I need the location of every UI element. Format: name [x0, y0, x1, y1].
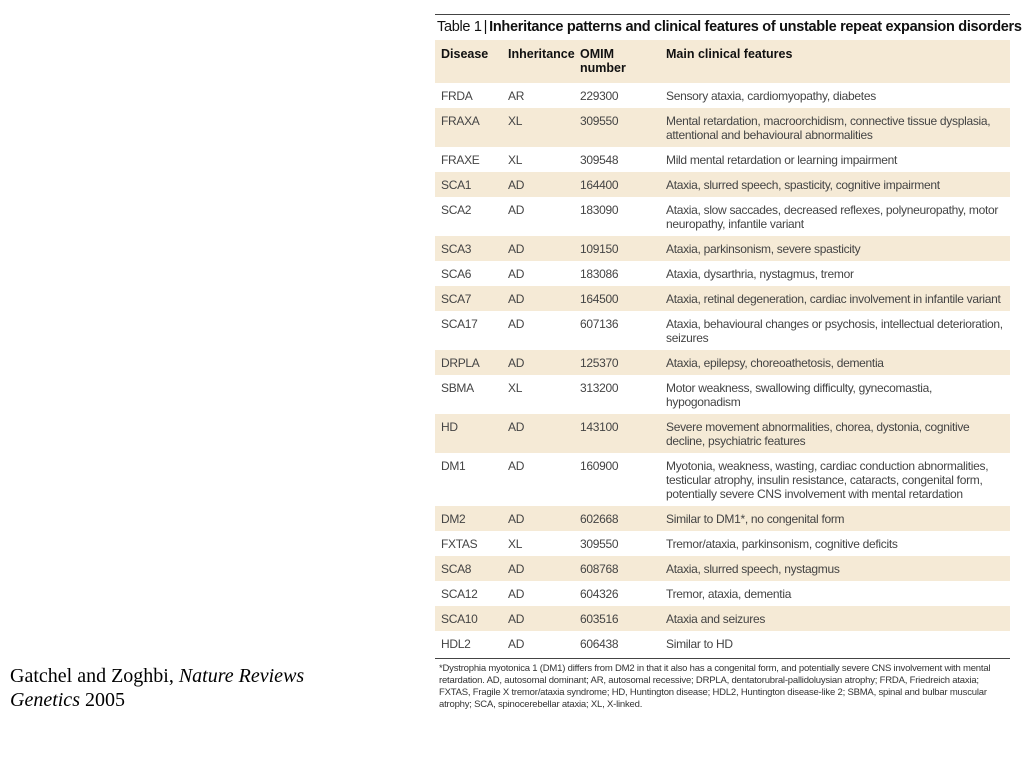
cell-clinical-features: Ataxia, slow saccades, decreased reflexes, polyneuropathy, motor neuropathy, infantile variant — [666, 203, 999, 231]
cell-clinical-features: Myotonia, weakness, wasting, cardiac conduction abnormalities, testicular atrophy, insulin resistance, cataracts, congenital form, potentially severe CNS involvement with mental retardation — [666, 459, 989, 501]
cell-omim-number: 109150 — [574, 236, 660, 261]
header-disease: Disease — [435, 40, 502, 83]
cell-omim-number: 164400 — [574, 172, 660, 197]
cell-inheritance: AD — [502, 350, 574, 375]
cell-clinical-features: Ataxia, slurred speech, spasticity, cognitive impairment — [660, 172, 1010, 197]
cell-omim-number: 164500 — [574, 286, 660, 311]
table-row — [435, 311, 1010, 350]
table-row — [435, 236, 1010, 261]
cell-disease: SCA6 — [441, 267, 472, 281]
table-row — [435, 606, 1010, 631]
cell-inheritance: AD — [502, 414, 574, 453]
cell-inheritance: AD — [508, 203, 525, 217]
table-footnote: *Dystrophia myotonica 1 (DM1) differs from DM2 in that it also has a congenital form, and potentially severe CNS involvement with mental retardation. AD, autosomal dominant; AR, autosomal recessive; DRPLA, dentatorubral-pallidoluysian atrophy; FRDA, Friedreich ataxia; FXTAS, Fragile X tremor/ataxia syndrome; HD, Huntington disease; HDL2, Huntington disease-like 2; SBMA, spinal and bulbar muscular atrophy; SCA, spinocerebellar ataxia; XL, X-linked. — [439, 663, 991, 710]
table-body — [435, 83, 1010, 656]
cell-omim-number: 183090 — [580, 203, 619, 217]
cell-disease: SBMA — [441, 381, 474, 395]
cell-omim-number: 603516 — [574, 606, 660, 631]
cell-inheritance: AD — [508, 587, 525, 601]
cell-disease: SCA3 — [435, 236, 502, 261]
table-row — [435, 556, 1010, 581]
cell-disease: SCA7 — [435, 286, 502, 311]
cell-omim-number: 608768 — [574, 556, 660, 581]
table-row — [435, 108, 1010, 147]
cell-clinical-features: Ataxia, retinal degeneration, cardiac involvement in infantile variant — [660, 286, 1010, 311]
title-separator: | — [483, 19, 488, 35]
cell-disease: DM2 — [435, 506, 502, 531]
cell-omim-number: 313200 — [580, 381, 619, 395]
cell-inheritance: AD — [502, 506, 574, 531]
table-row — [435, 350, 1010, 375]
cell-clinical-features: Ataxia, dysarthria, nystagmus, tremor — [666, 267, 854, 281]
header-clinical-features: Main clinical features — [660, 40, 1010, 83]
cell-clinical-features: Mild mental retardation or learning impairment — [666, 153, 897, 167]
table-label: Table 1 — [437, 19, 482, 35]
table-header-row — [435, 40, 1010, 83]
cell-clinical-features: Motor weakness, swallowing difficulty, gynecomastia, hypogonadism — [666, 381, 933, 409]
cell-disease: SCA2 — [441, 203, 472, 217]
cell-clinical-features: Ataxia, epilepsy, choreoathetosis, dementia — [660, 350, 1010, 375]
table-row — [435, 172, 1010, 197]
cell-clinical-features: Ataxia and seizures — [660, 606, 1010, 631]
citation-journal: Nature Reviews Genetics — [10, 665, 305, 711]
cell-inheritance: AD — [508, 317, 525, 331]
header-omim-number: OMIM number — [574, 40, 660, 83]
cell-clinical-features: Similar to HD — [666, 637, 733, 651]
cell-disease: SCA1 — [435, 172, 502, 197]
table-title-text: Inheritance patterns and clinical features of unstable repeat expansion disorders — [489, 19, 1022, 35]
cell-inheritance: XL — [508, 537, 523, 551]
table-row — [435, 286, 1010, 311]
cell-omim-number: 183086 — [580, 267, 619, 281]
cell-disease: DM1 — [441, 459, 466, 473]
cell-clinical-features: Tremor, ataxia, dementia — [666, 587, 792, 601]
cell-disease: DRPLA — [435, 350, 502, 375]
cell-clinical-features: Similar to DM1*, no congenital form — [660, 506, 1010, 531]
table-row — [435, 83, 1010, 108]
table-row — [435, 531, 1010, 556]
cell-omim-number: 143100 — [574, 414, 660, 453]
citation — [10, 664, 370, 712]
cell-omim-number: 125370 — [574, 350, 660, 375]
table-row — [435, 453, 1010, 506]
cell-omim-number: 160900 — [580, 459, 619, 473]
cell-inheritance: XL — [502, 108, 574, 147]
cell-disease: FRDA — [441, 89, 473, 103]
cell-inheritance: AD — [502, 172, 574, 197]
cell-inheritance: AD — [502, 556, 574, 581]
data-table-figure — [435, 14, 1022, 711]
disorders-table — [435, 40, 1010, 656]
cell-disease: SCA17 — [441, 317, 478, 331]
cell-disease: SCA10 — [435, 606, 502, 631]
cell-disease: SCA12 — [441, 587, 478, 601]
table-row — [435, 631, 1010, 656]
cell-disease: HD — [435, 414, 502, 453]
cell-inheritance: AD — [508, 637, 525, 651]
table-row — [435, 197, 1010, 236]
table-row — [435, 581, 1010, 606]
table-row — [435, 147, 1010, 172]
table-row — [435, 375, 1010, 414]
cell-omim-number: 309550 — [574, 108, 660, 147]
cell-omim-number: 229300 — [580, 89, 619, 103]
cell-disease: FXTAS — [441, 537, 478, 551]
cell-clinical-features: Ataxia, behavioural changes or psychosis, intellectual deterioration, seizures — [666, 317, 1003, 345]
cell-inheritance: AD — [502, 606, 574, 631]
table-row — [435, 506, 1010, 531]
cell-clinical-features: Severe movement abnormalities, chorea, dystonia, cognitive decline, psychiatric features — [660, 414, 1010, 453]
cell-disease: SCA8 — [435, 556, 502, 581]
cell-inheritance: AD — [508, 267, 525, 281]
cell-inheritance: AD — [502, 236, 574, 261]
cell-omim-number: 604326 — [580, 587, 619, 601]
cell-disease: HDL2 — [441, 637, 471, 651]
table-title — [435, 14, 1022, 40]
cell-inheritance: AD — [508, 459, 525, 473]
cell-clinical-features: Ataxia, slurred speech, nystagmus — [660, 556, 1010, 581]
cell-omim-number: 309550 — [580, 537, 619, 551]
cell-clinical-features: Mental retardation, macroorchidism, connective tissue dysplasia, attentional and behavioural abnormalities — [660, 108, 1010, 147]
cell-inheritance: AD — [502, 286, 574, 311]
cell-clinical-features: Sensory ataxia, cardiomyopathy, diabetes — [666, 89, 876, 103]
cell-omim-number: 606438 — [580, 637, 619, 651]
cell-omim-number: 309548 — [580, 153, 619, 167]
table-row — [435, 261, 1010, 286]
cell-inheritance: AR — [508, 89, 525, 103]
cell-disease: FRAXA — [435, 108, 502, 147]
cell-clinical-features: Ataxia, parkinsonism, severe spasticity — [660, 236, 1010, 261]
citation-authors: Gatchel and Zoghbi, — [10, 665, 174, 687]
cell-clinical-features: Tremor/ataxia, parkinsonism, cognitive deficits — [666, 537, 898, 551]
cell-omim-number: 607136 — [580, 317, 619, 331]
cell-inheritance: XL — [508, 381, 523, 395]
cell-disease: FRAXE — [441, 153, 480, 167]
citation-year: 2005 — [84, 689, 125, 711]
cell-omim-number: 602668 — [574, 506, 660, 531]
table-row — [435, 414, 1010, 453]
cell-inheritance: XL — [508, 153, 523, 167]
header-inheritance: Inheritance — [502, 40, 574, 83]
